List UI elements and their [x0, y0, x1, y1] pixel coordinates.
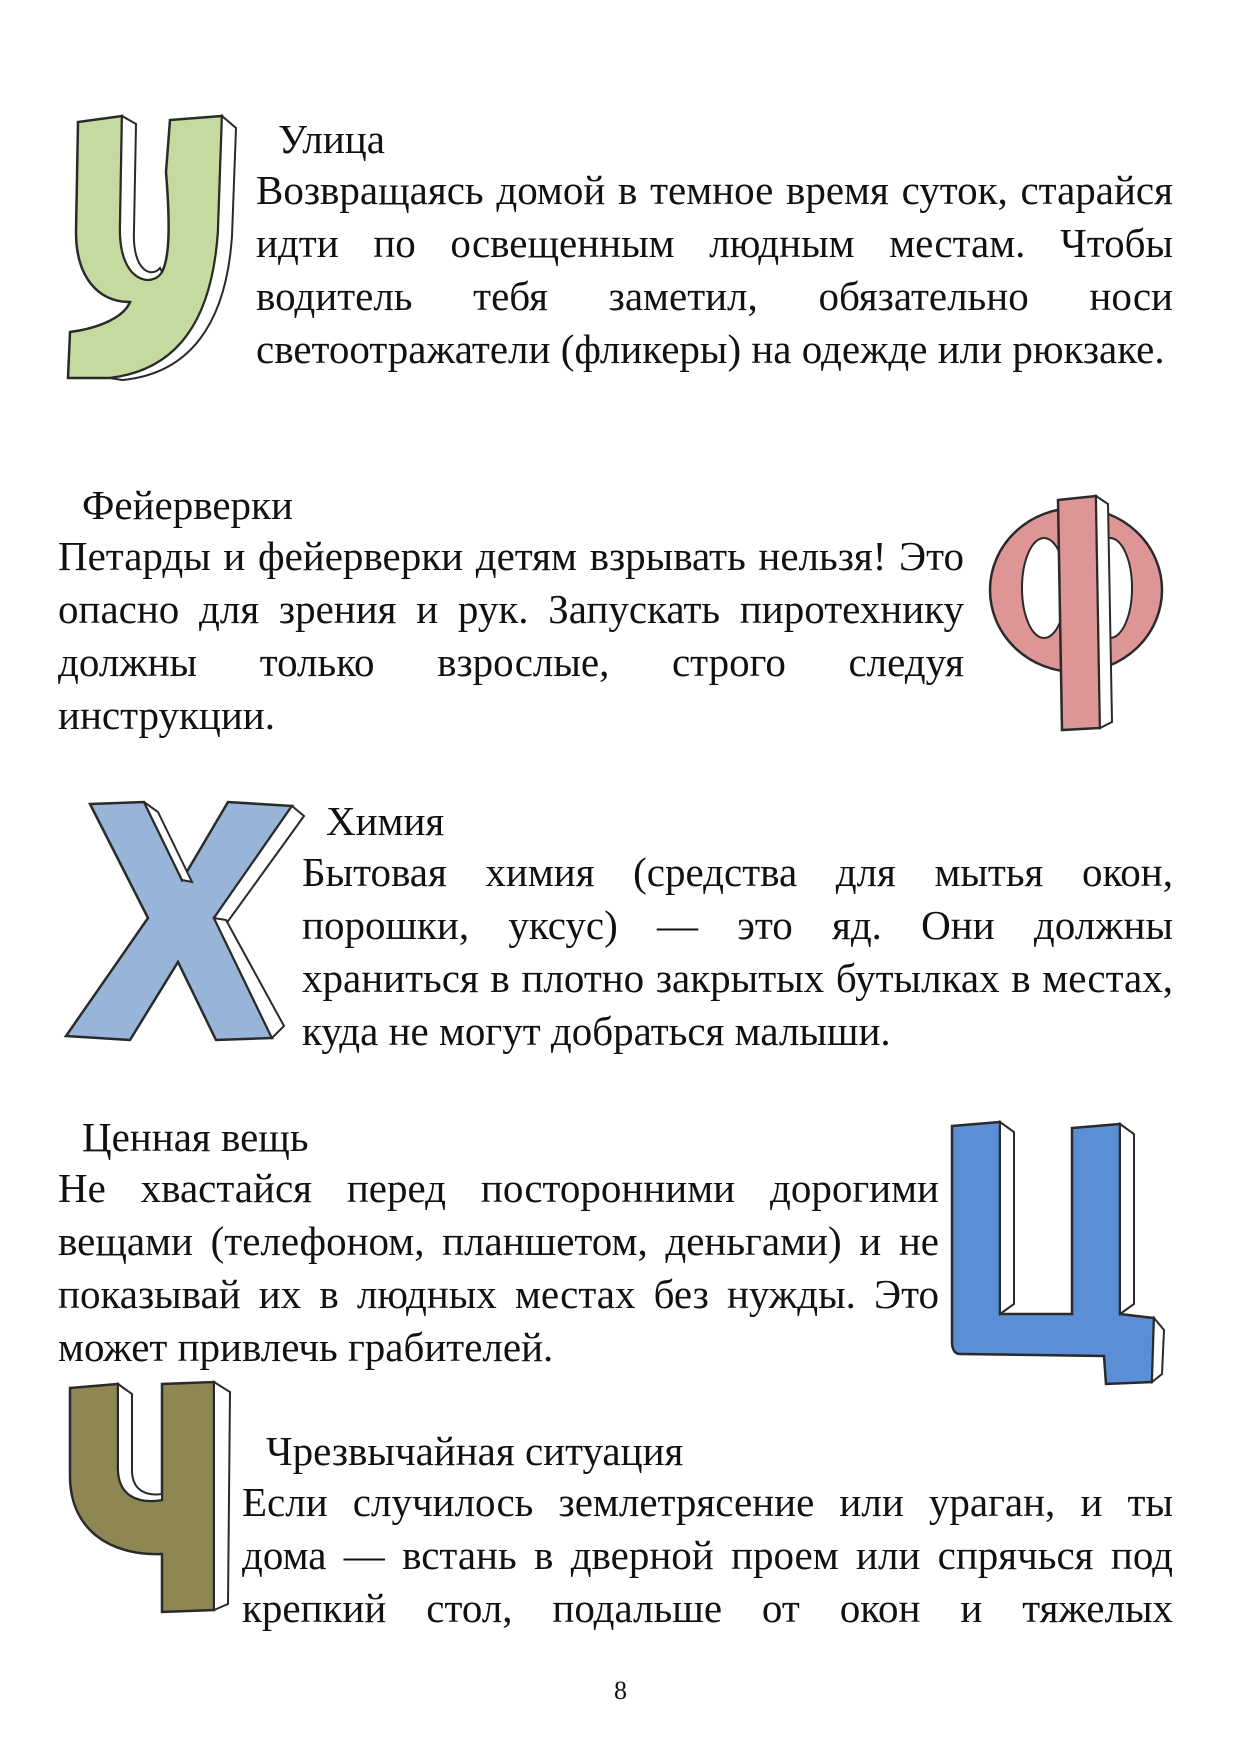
entry-title: Ценная вещь — [82, 1114, 309, 1160]
entry-title: Фейерверки — [82, 482, 293, 528]
letter-ch-icon — [64, 1378, 234, 1616]
entry-text: Если случилось землетрясение или ураган, и ты дома — встань в дверной проем или спрячься под крепкий стол, подальше от окон и тяжелых — [242, 1479, 1173, 1631]
entry-text: Не хвастайся перед посторонними дорогими вещами (телефоном, планшетом, деньгами) и не показывай их в людных местах без нужды. Это может привлечь грабителей. — [58, 1165, 939, 1370]
letter-kh-icon — [60, 796, 305, 1046]
entry-title: Чрезвычайная ситуация — [266, 1428, 684, 1474]
letter-f-icon — [978, 492, 1168, 732]
entry-title: Химия — [326, 798, 445, 844]
entry-text: Петарды и фейерверки детям взрывать нельзя! Это опасно для зрения и рук. Запускать пиротехнику должны только взрослые, строго следуя инструкции. — [58, 533, 964, 738]
entry-text: Возвращаясь домой в темное время суток, старайся идти по освещенным людным местам. Чтобы водитель тебя заметил, обязательно носи светоотражатели (фликеры) на одежде или рюкзаке. — [256, 167, 1173, 372]
letter-u-icon — [60, 112, 240, 380]
entry-text: Бытовая химия (средства для мытья окон, порошки, уксус) — это яд. Они должны храниться в плотно закрытых бутылках в местах, куда не могут добраться малыши. — [302, 849, 1173, 1054]
page-number: 8 — [614, 1676, 627, 1705]
entry-title: Улица — [278, 116, 385, 162]
letter-ts-icon — [946, 1118, 1164, 1388]
